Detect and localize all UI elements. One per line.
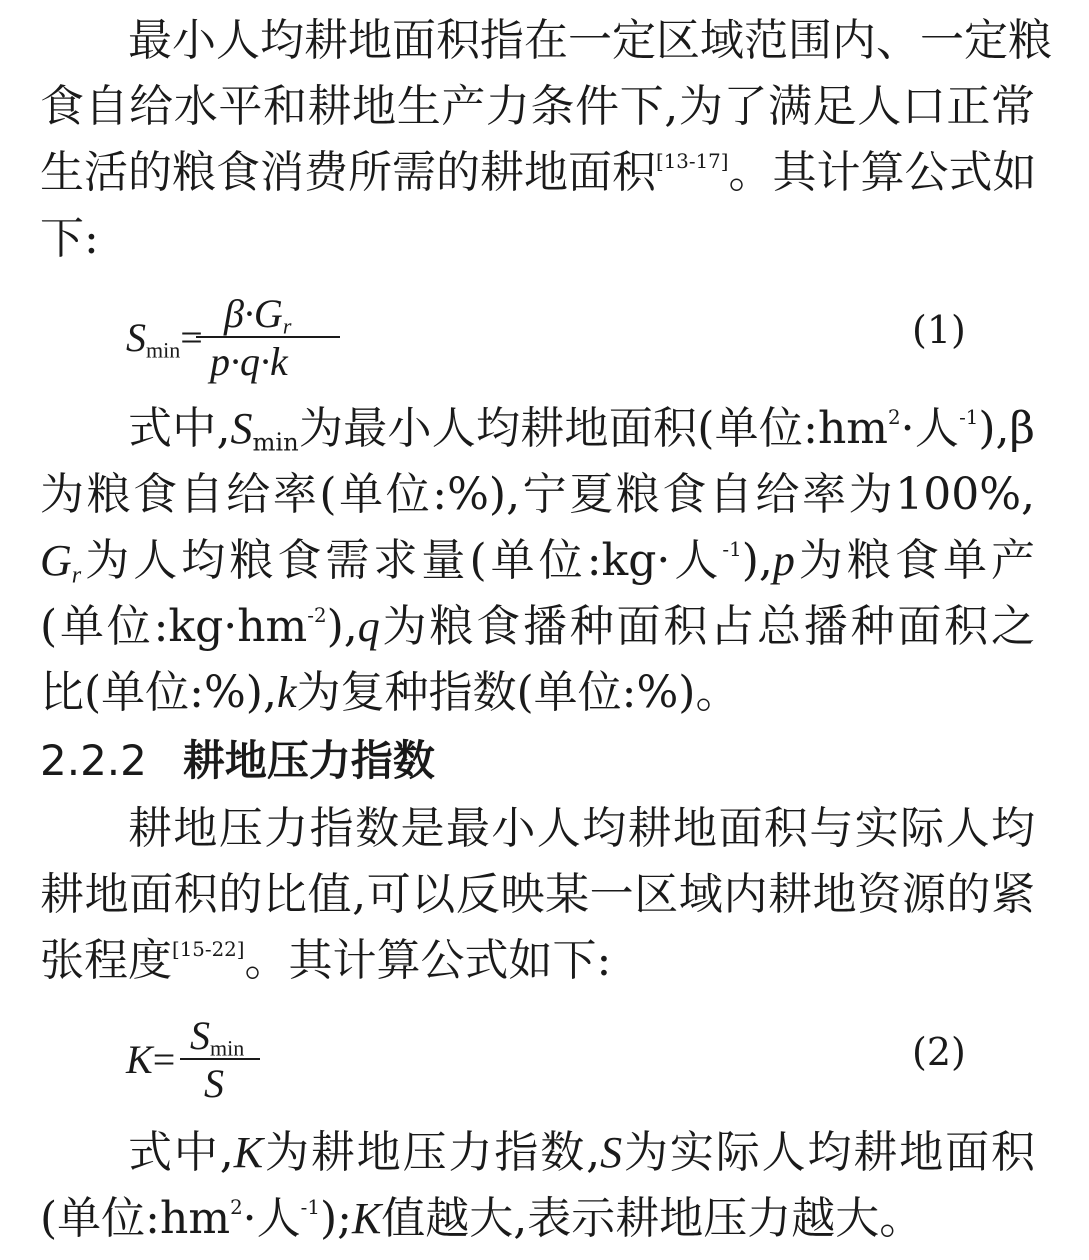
superscript: -1 <box>722 538 742 562</box>
paragraph-1-line-1 <box>40 8 1052 74</box>
text-span: 生活的粮食消费所需的耕地面积 <box>40 147 656 198</box>
text-span: (单位:hm <box>40 1193 231 1244</box>
text-span: 张程度 <box>40 935 172 986</box>
paragraph-4-line-1 <box>40 1120 1035 1186</box>
paragraph-2-line-5 <box>40 660 1035 726</box>
symbol: S <box>230 404 253 453</box>
symbol: p <box>772 536 795 585</box>
paragraph-2-line-1 <box>40 396 1035 462</box>
superscript: -1 <box>300 1196 320 1220</box>
text-span: 为复种指数(单位:%)。 <box>296 667 740 718</box>
section-heading <box>40 728 1035 794</box>
symbol: K <box>351 1194 382 1243</box>
denominator-text: p·q·k <box>210 339 288 384</box>
text-span: ),β <box>978 403 1035 454</box>
paragraph-1-line-2 <box>40 74 1035 140</box>
numerator-subscript: min <box>210 1035 245 1061</box>
section-title: 耕地压力指数 <box>182 736 435 785</box>
text-span: 为粮食单产 <box>794 535 1036 586</box>
text-span: ·人 <box>900 403 960 454</box>
paragraph-4-line-2 <box>40 1186 1035 1252</box>
symbol: k <box>276 668 297 717</box>
text-span: ), <box>326 601 358 652</box>
paragraph-3-line-1 <box>40 796 1035 862</box>
formula-subscript: min <box>146 337 181 363</box>
denominator <box>204 1060 224 1107</box>
paragraph-2-line-2 <box>40 462 1035 528</box>
text-span: 比(单位:%), <box>40 667 277 718</box>
numerator-text: S <box>190 1013 210 1058</box>
equals-sign: = <box>180 315 203 360</box>
citation: [13-17] <box>656 150 729 174</box>
text-span: 值越大,表示耕地压力越大。 <box>381 1193 924 1244</box>
paragraph-3-line-2 <box>40 862 1035 928</box>
subscript: min <box>252 428 299 457</box>
text-span: 。其计算公式如 <box>728 147 1037 198</box>
text-span: ), <box>741 535 773 586</box>
text-span: 式中, <box>128 1127 234 1178</box>
text-span: 为人均粮食需求量(单位:kg·人 <box>81 535 723 586</box>
paragraph-1-line-3 <box>40 140 1035 206</box>
numerator <box>224 290 291 337</box>
equation-number: (1) <box>912 308 966 352</box>
paragraph-2-line-4 <box>40 594 1035 660</box>
superscript: 2 <box>230 1196 243 1220</box>
symbol: S <box>600 1128 623 1177</box>
symbol: q <box>357 602 380 651</box>
text-span: 耕地面积的比值,可以反映某一区域内耕地资源的紧 <box>40 869 1035 920</box>
paragraph-3-line-3 <box>40 928 1035 994</box>
subscript: r <box>71 561 82 589</box>
text-span: ·人 <box>242 1193 301 1244</box>
text-span: 下: <box>40 213 99 264</box>
citation: [15-22] <box>172 938 245 962</box>
symbol: G <box>40 536 72 585</box>
paragraph-2-line-3 <box>40 528 1035 594</box>
equation-number: (2) <box>912 1030 966 1074</box>
numerator-subscript: r <box>282 313 292 339</box>
numerator-text: β·G <box>224 291 283 336</box>
section-number: 2.2.2 <box>40 736 147 785</box>
superscript: 2 <box>888 406 901 430</box>
superscript: -1 <box>959 406 979 430</box>
text-span: 食自给水平和耕地生产力条件下,为了满足人口正常 <box>40 81 1035 132</box>
denominator <box>210 338 288 385</box>
text-span: 最小人均耕地面积指在一定区域范围内、一定粮 <box>128 15 1052 66</box>
text-span: 耕地压力指数是最小人均耕地面积与实际人均 <box>128 803 1035 854</box>
text-span: 为最小人均耕地面积(单位:hm <box>298 403 889 454</box>
text-span: 为耕地压力指数, <box>263 1127 601 1178</box>
text-span: 式中, <box>128 403 231 454</box>
text-span: 为实际人均耕地面积 <box>622 1127 1035 1178</box>
text-span: 为粮食播种面积占总播种面积之 <box>379 601 1035 652</box>
text-span: 为粮食自给率(单位:%),宁夏粮食自给率为100%, <box>40 469 1035 520</box>
text-span: 。其计算公式如下: <box>244 935 612 986</box>
equals-sign: = <box>152 1037 176 1082</box>
paragraph-1-line-4 <box>40 206 1035 272</box>
formula-symbol: S <box>126 315 146 360</box>
numerator <box>190 1012 244 1059</box>
formula-symbol: K <box>126 1037 153 1082</box>
denominator-text: S <box>204 1061 224 1106</box>
text-span: (单位:kg·hm <box>40 601 308 652</box>
formula-1 <box>126 290 996 384</box>
formula-2 <box>126 1012 996 1106</box>
superscript: -2 <box>307 604 327 628</box>
text-span: ); <box>319 1193 352 1244</box>
symbol: K <box>233 1128 264 1177</box>
